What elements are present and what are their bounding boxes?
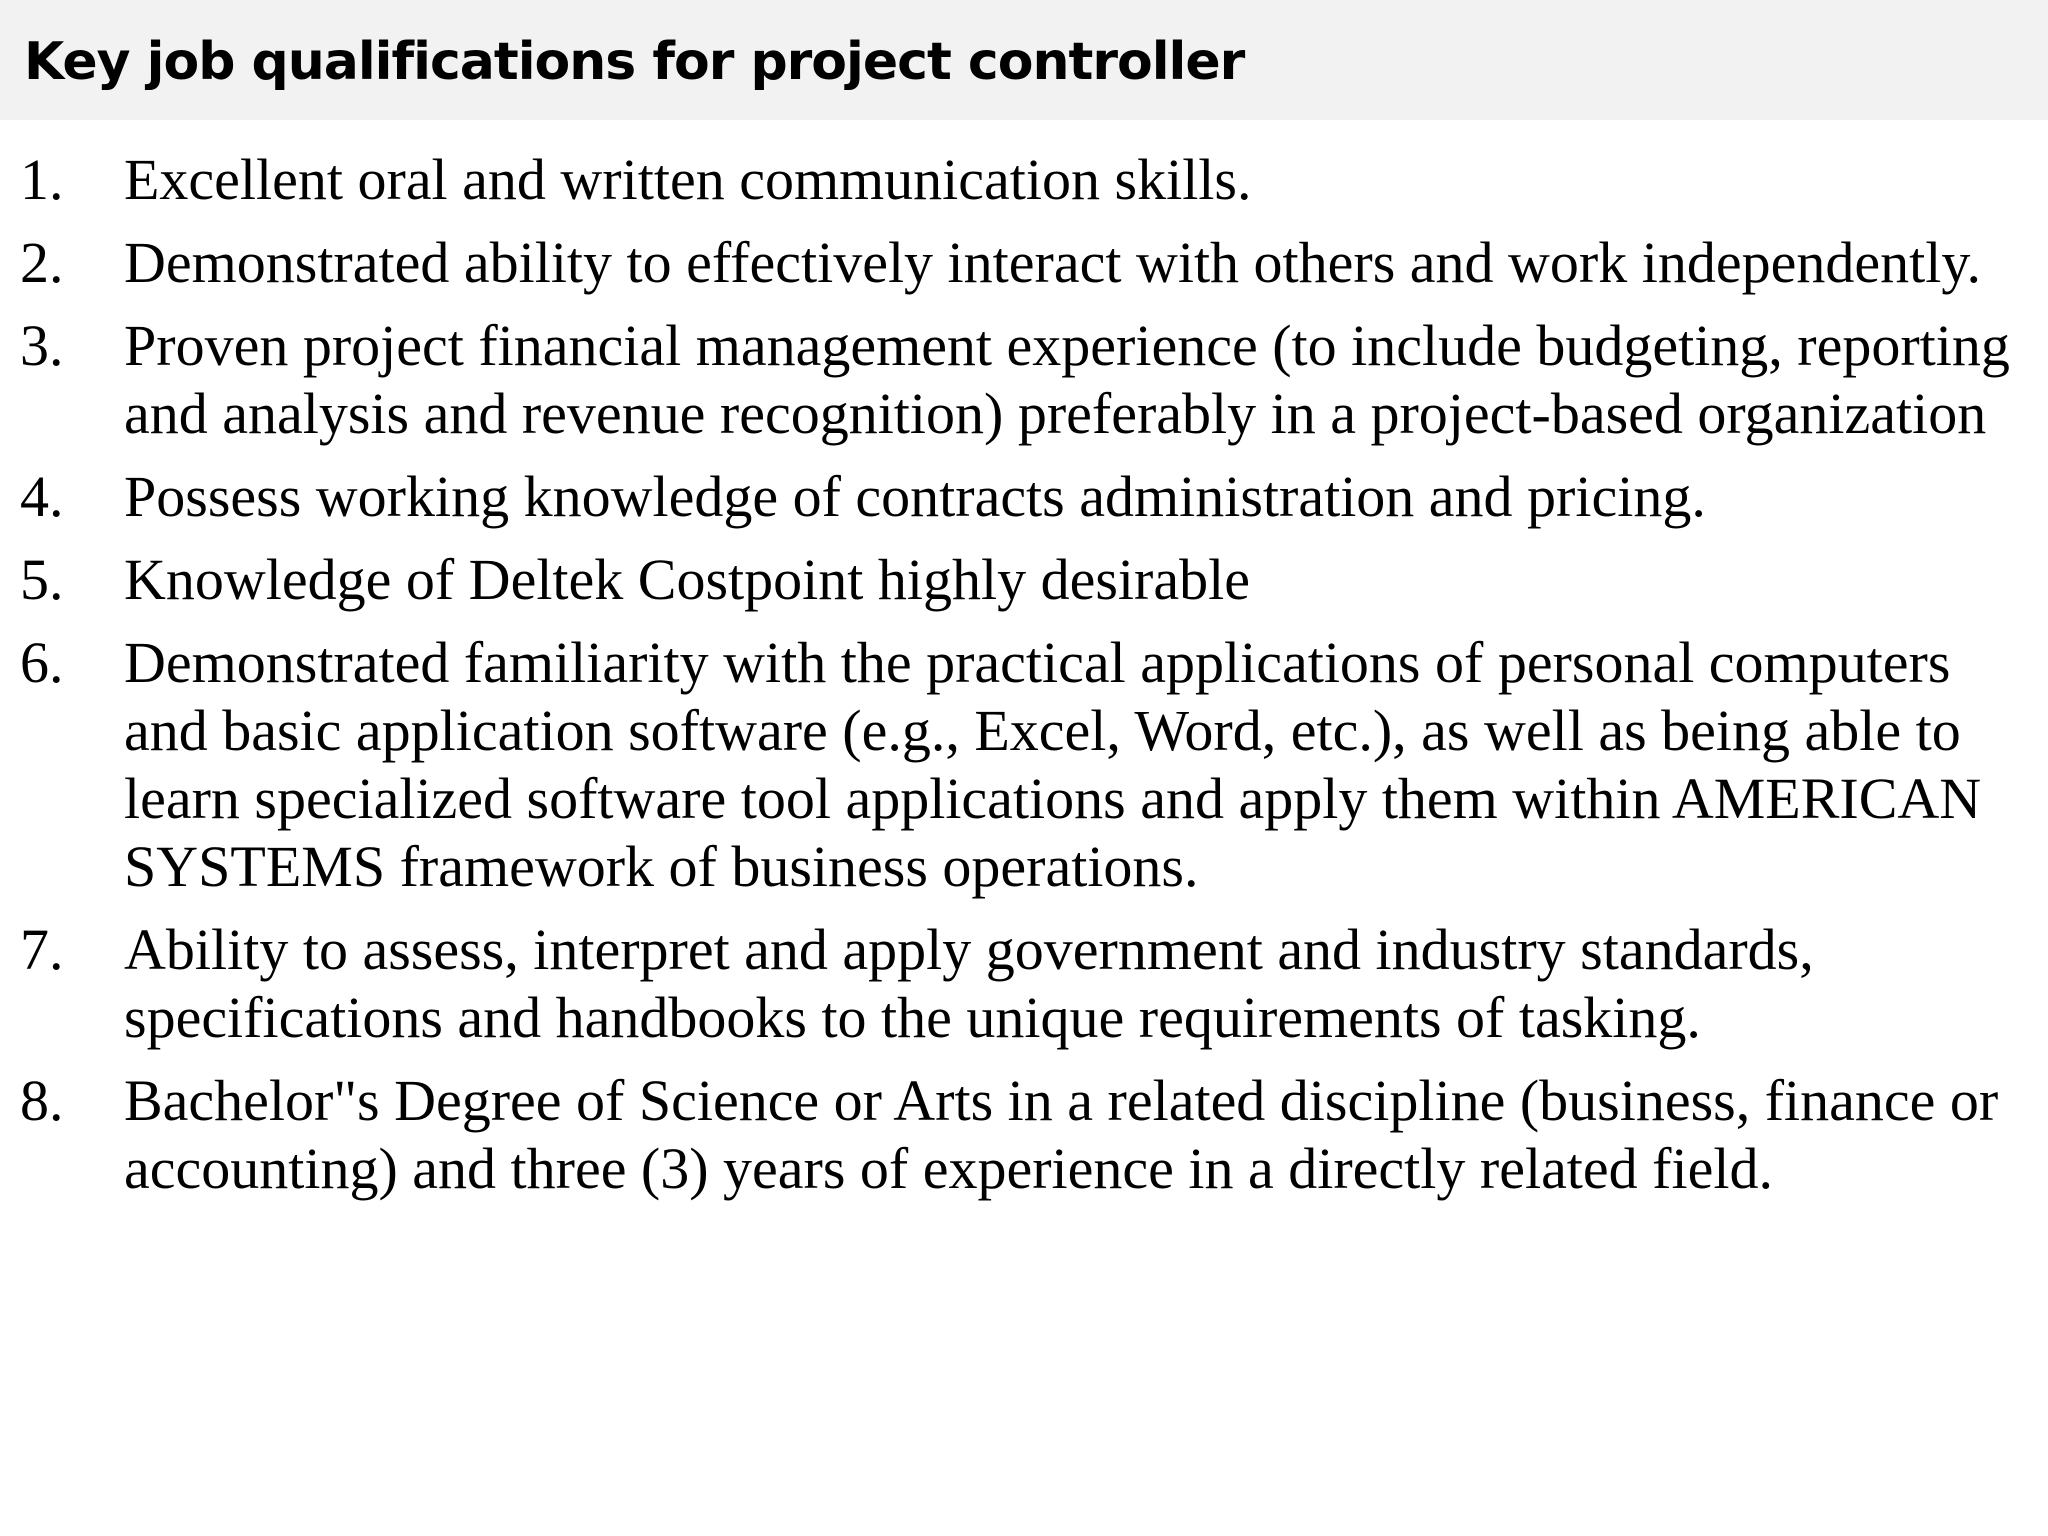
item-text: Ability to assess, interpret and apply government and industry standards, specifications and handbooks to the unique requirements of tasking. [124,917,1814,1050]
item-text: Proven project financial management experience (to include budgeting, reporting and analysis and revenue recognition) preferably in a project-based organization [124,313,2010,446]
item-number: 6. [20,630,64,695]
list-item [20,916,2010,1052]
item-text: Knowledge of Deltek Costpoint highly desirable [124,547,1250,612]
list-item [20,312,2010,448]
qualifications-list [20,146,2010,1218]
page-title: Key job qualifications for project controller [24,32,1245,92]
item-text: Demonstrated ability to effectively interact with others and work independently. [124,230,1982,295]
item-number: 1. [20,147,64,212]
item-number: 5. [20,547,64,612]
item-number: 8. [20,1068,64,1133]
list-item [20,546,2010,614]
list-item [20,629,2010,901]
item-number: 2. [20,230,64,295]
item-number: 4. [20,464,64,529]
item-number: 3. [20,313,64,378]
item-number: 7. [20,917,64,982]
item-text: Demonstrated familiarity with the practical applications of personal computers and basic application software (e.g., Excel, Word, etc.), as well as being able to learn specialized software tool applications and apply them within AMERICAN SYSTEMS framework of business operations. [124,630,1982,899]
item-text: Bachelor"s Degree of Science or Arts in a related discipline (business, finance or accounting) and three (3) years of experience in a directly related field. [124,1068,1999,1201]
item-text: Possess working knowledge of contracts administration and pricing. [124,464,1706,529]
list-item [20,146,2010,214]
list-item [20,229,2010,297]
list-item [20,463,2010,531]
title-band [0,0,2048,120]
item-text: Excellent oral and written communication skills. [124,147,1252,212]
list-item [20,1067,2010,1203]
